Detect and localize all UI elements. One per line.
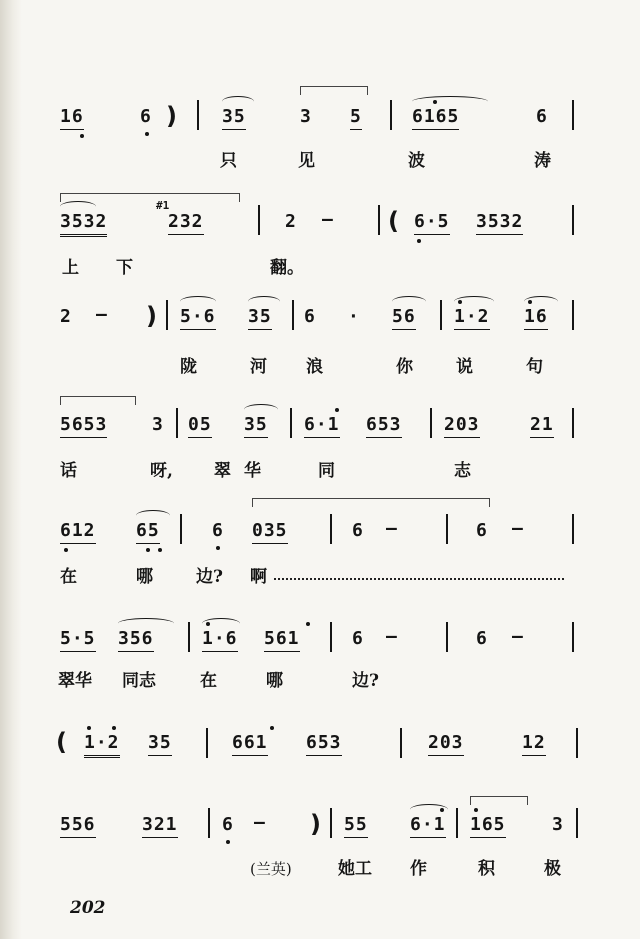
barline <box>176 408 178 438</box>
lyric-syllable: 极 <box>544 859 561 879</box>
high-octave-dot <box>306 622 310 626</box>
high-octave-dot <box>270 726 274 730</box>
note-group: 1·6 <box>202 628 238 652</box>
tie <box>60 396 136 405</box>
low-octave-dot <box>158 548 162 552</box>
notes-row <box>0 199 640 239</box>
note-group: 6·1 <box>304 414 340 438</box>
tie <box>470 796 528 805</box>
note-group: 5·5 <box>60 628 96 652</box>
notes-row <box>0 300 640 334</box>
note-group: 561 <box>264 628 300 652</box>
barline <box>572 100 574 130</box>
page-number: 202 <box>70 898 106 918</box>
note-group: 232 <box>168 211 204 235</box>
note-group: 21 <box>530 414 554 438</box>
note-group: 3532 <box>476 211 523 235</box>
lyric-syllable: 翻。 <box>270 258 304 278</box>
note-group: 6·5 <box>414 211 450 235</box>
note-group: 3 <box>300 106 312 127</box>
notes-row <box>0 728 640 762</box>
low-octave-dot <box>226 840 230 844</box>
close-paren: ) <box>310 810 321 838</box>
note-group: 612 <box>60 520 96 544</box>
lyric-syllable: 话 <box>60 461 77 481</box>
note-group: 203 <box>428 732 464 756</box>
barline <box>330 514 332 544</box>
sustain-dash: — <box>512 626 524 647</box>
barline <box>576 808 578 838</box>
lyric-syllable: 同志 <box>122 671 156 691</box>
lyric-syllable: 积 <box>478 859 495 879</box>
note-group: 2 <box>285 211 297 232</box>
note-group: 6165 <box>412 106 459 130</box>
note-group: 356 <box>118 628 154 652</box>
lyric-syllable: 河 <box>250 357 267 377</box>
lyric-syllable: 在 <box>60 567 77 587</box>
note-group: 6 <box>536 106 548 127</box>
lyric-syllable: 下 <box>116 258 133 278</box>
lyric-syllable: 华 <box>244 461 261 481</box>
note-group: 56 <box>392 306 416 330</box>
notes-row <box>0 622 640 656</box>
lyrics-row <box>0 356 640 382</box>
lyrics-row <box>0 460 640 486</box>
barline <box>290 408 292 438</box>
barline <box>188 622 190 652</box>
sustain-dash: — <box>512 518 524 539</box>
lyric-syllable: 句 <box>526 357 543 377</box>
barline <box>400 728 402 758</box>
high-octave-dot <box>335 408 339 412</box>
high-octave-dot <box>433 100 437 104</box>
lyric-syllable: 她工 <box>338 859 372 879</box>
high-octave-dot <box>206 622 210 626</box>
low-octave-dot <box>145 132 149 136</box>
low-octave-dot <box>80 134 84 138</box>
barline <box>572 300 574 330</box>
dot-extension: · <box>348 306 360 327</box>
notes-row <box>0 408 640 442</box>
note-group: 6 <box>212 520 224 541</box>
note-group: 16 <box>524 306 548 330</box>
barline <box>572 514 574 544</box>
note-group: 6 <box>476 520 488 541</box>
barline <box>292 300 294 330</box>
note-group: 35 <box>244 414 268 438</box>
high-octave-dot <box>458 300 462 304</box>
note-group: 35 <box>148 732 172 756</box>
note-group: 3532 <box>60 211 107 237</box>
note-group: 6 <box>140 106 152 127</box>
low-octave-dot <box>146 548 150 552</box>
lyric-syllable: 在 <box>200 671 217 691</box>
lyric-syllable: 翠华 <box>58 671 92 691</box>
open-paren: ( <box>56 728 67 756</box>
lyric-syllable: 哪 <box>266 671 283 691</box>
singer-role-label: (兰英) <box>250 860 292 878</box>
barline <box>572 622 574 652</box>
barline <box>446 622 448 652</box>
lyric-syllable: 哪 <box>136 567 153 587</box>
sustain-dash: — <box>96 304 108 325</box>
note-group: 3 <box>552 814 564 835</box>
note-group: 321 <box>142 814 178 838</box>
note-group: 6 <box>352 520 364 541</box>
note-group: 6 <box>352 628 364 649</box>
note-group: 2 <box>60 306 72 327</box>
note-group: 55 <box>344 814 368 838</box>
lyric-syllable: 呀, <box>150 461 173 481</box>
low-octave-dot <box>417 239 421 243</box>
note-group: 1·2 <box>84 732 120 758</box>
sustain-dash: — <box>254 812 266 833</box>
high-octave-dot <box>112 726 116 730</box>
lyrics-row <box>0 150 640 176</box>
barline <box>166 300 168 330</box>
close-paren: ) <box>166 102 177 130</box>
notes-row <box>0 100 640 134</box>
lyric-syllable: 只 <box>220 151 237 171</box>
barline <box>330 622 332 652</box>
lyric-syllable: 上 <box>62 258 79 278</box>
high-octave-dot <box>528 300 532 304</box>
note-group: 05 <box>188 414 212 438</box>
note-group: 6 <box>304 306 316 327</box>
open-paren: ( <box>388 207 399 235</box>
note-group: 165 <box>470 814 506 838</box>
note-group: 203 <box>444 414 480 438</box>
note-group: 65 <box>136 520 160 544</box>
lyric-syllable: 边? <box>196 567 223 587</box>
barline <box>572 408 574 438</box>
tie <box>252 498 490 507</box>
barline <box>572 205 574 235</box>
note-group: 6 <box>476 628 488 649</box>
note-group: 6·1 <box>410 814 446 838</box>
lyrics-row <box>0 858 640 884</box>
note-group: 35 <box>248 306 272 330</box>
note-group: 5653 <box>60 414 107 438</box>
sharp-mark: #1 <box>156 199 170 212</box>
lyric-syllable: 见 <box>298 151 315 171</box>
close-paren: ) <box>146 302 157 330</box>
barline <box>576 728 578 758</box>
lyric-syllable: 涛 <box>534 151 551 171</box>
barline <box>446 514 448 544</box>
lyric-syllable: 说 <box>456 357 473 377</box>
notes-row <box>0 808 640 842</box>
note-group: 653 <box>366 414 402 438</box>
lyric-syllable: 同 <box>318 461 335 481</box>
high-octave-dot <box>474 808 478 812</box>
lyric-syllable: 作 <box>410 859 427 879</box>
barline <box>206 728 208 758</box>
note-group: 6 <box>222 814 234 835</box>
note-group: 661 <box>232 732 268 756</box>
lyrics-row <box>0 257 640 283</box>
tie <box>60 193 240 202</box>
lyric-syllable: 志 <box>454 461 471 481</box>
lyric-syllable: 波 <box>408 151 425 171</box>
low-octave-dot <box>216 546 220 550</box>
high-octave-dot <box>440 808 444 812</box>
tie <box>300 86 368 95</box>
note-group: 16 <box>60 106 84 130</box>
note-group: 3 <box>152 414 164 435</box>
note-group: 12 <box>522 732 546 756</box>
note-group: 556 <box>60 814 96 838</box>
sustain-dash: — <box>386 626 398 647</box>
lyric-syllable: 翠 <box>214 461 231 481</box>
barline <box>258 205 260 235</box>
barline <box>440 300 442 330</box>
lyric-syllable: 陇 <box>180 357 197 377</box>
high-octave-dot <box>87 726 91 730</box>
barline <box>390 100 392 130</box>
sustain-dash: — <box>386 518 398 539</box>
barline <box>378 205 380 235</box>
note-group: 653 <box>306 732 342 756</box>
note-group: 5·6 <box>180 306 216 330</box>
sustain-dash: — <box>322 209 334 230</box>
melisma-dotted-line <box>274 578 564 580</box>
barline <box>430 408 432 438</box>
note-group: 5 <box>350 106 362 130</box>
lyric-syllable: 啊 <box>250 567 267 587</box>
low-octave-dot <box>64 548 68 552</box>
barline <box>208 808 210 838</box>
barline <box>456 808 458 838</box>
barline <box>330 808 332 838</box>
lyric-syllable: 浪 <box>306 357 323 377</box>
barline <box>180 514 182 544</box>
note-group: 35 <box>222 106 246 130</box>
note-group: 1·2 <box>454 306 490 330</box>
lyrics-row <box>0 566 640 592</box>
lyric-syllable: 你 <box>396 357 413 377</box>
lyrics-row <box>0 670 640 696</box>
lyric-syllable: 边? <box>352 671 379 691</box>
notes-row <box>0 514 640 548</box>
barline <box>197 100 199 130</box>
note-group: 035 <box>252 520 288 544</box>
